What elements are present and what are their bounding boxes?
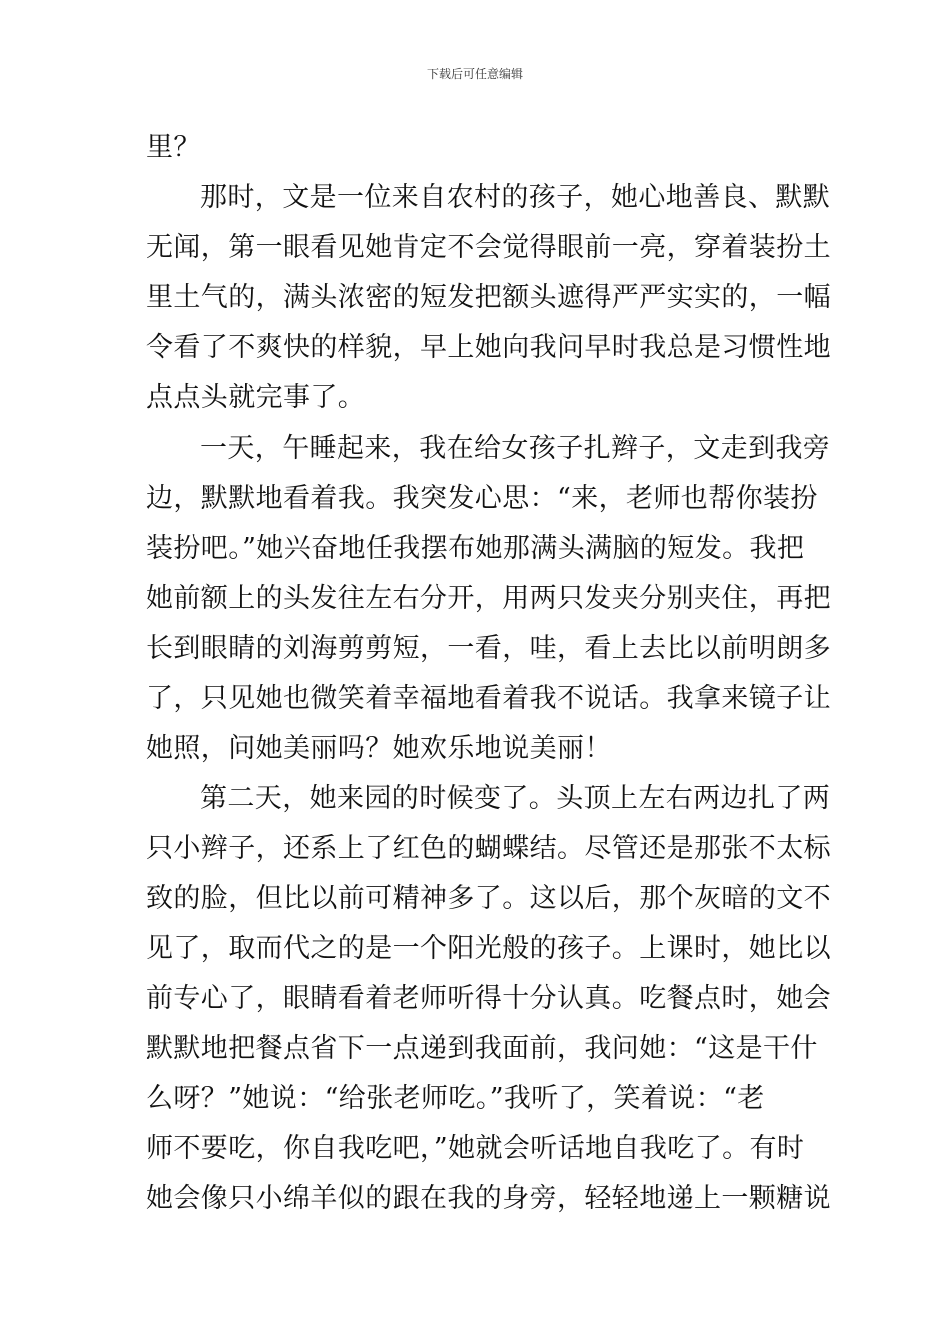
text-line: 长到眼睛的刘海剪剪短，一看，哇，看上去比以前明朗多: [146, 633, 831, 664]
text-line: 令看了不爽快的样貌，早上她向我问早时我总是习惯性地: [146, 332, 831, 363]
text-line: 装扮吧。”她兴奋地任我摆布她那满头满脑的短发。我把: [146, 533, 805, 564]
page-header: 下载后可任意编辑: [426, 67, 523, 81]
text-line: 里土气的，满头浓密的短发把额头遮得严严实实的，一幅: [146, 282, 831, 313]
text-line: 无闻，第一眼看见她肯定不会觉得眼前一亮，穿着装扮土: [146, 232, 831, 263]
text-line: 么呀？”她说：“给张老师吃。”我听了，笑着说：“老: [146, 1083, 765, 1114]
text-line: 她照，问她美丽吗？她欢乐地说美丽！: [146, 733, 612, 764]
text-line: 默默地把餐点省下一点递到我面前，我问她：“这是干什: [146, 1033, 818, 1064]
paragraph-first-line: 那时，文是一位来自农村的孩子，她心地善良、默默: [200, 182, 831, 213]
paragraph-first-line: 第二天，她来园的时候变了。头顶上左右两边扎了两: [200, 783, 831, 814]
text-line: 她前额上的头发往左右分开，用两只发夹分别夹住，再把: [146, 583, 831, 614]
text-line: 只小辫子，还系上了红色的蝴蝶结。尽管还是那张不太标: [146, 833, 831, 864]
text-line: 里？: [146, 132, 201, 163]
text-line: 前专心了，眼睛看着老师听得十分认真。吃餐点时，她会: [146, 983, 831, 1014]
text-line: 点点头就完事了。: [146, 382, 366, 413]
text-line: 致的脸，但比以前可精神多了。这以后，那个灰暗的文不: [146, 883, 831, 914]
text-line: 边，默默地看着我。我突发心思：“来，老师也帮你装扮: [146, 483, 818, 514]
text-line: 师不要吃，你自我吃吧，”她就会听话地自我吃了。有时: [146, 1133, 805, 1164]
text-line: 了，只见她也微笑着幸福地看着我不说话。我拿来镜子让: [146, 683, 831, 714]
text-line: 她会像只小绵羊似的跟在我的身旁，轻轻地递上一颗糖说: [146, 1183, 831, 1214]
text-line: 见了，取而代之的是一个阳光般的孩子。上课时，她比以: [146, 933, 831, 964]
paragraph-first-line: 一天，午睡起来，我在给女孩子扎辫子，文走到我旁: [200, 433, 831, 464]
